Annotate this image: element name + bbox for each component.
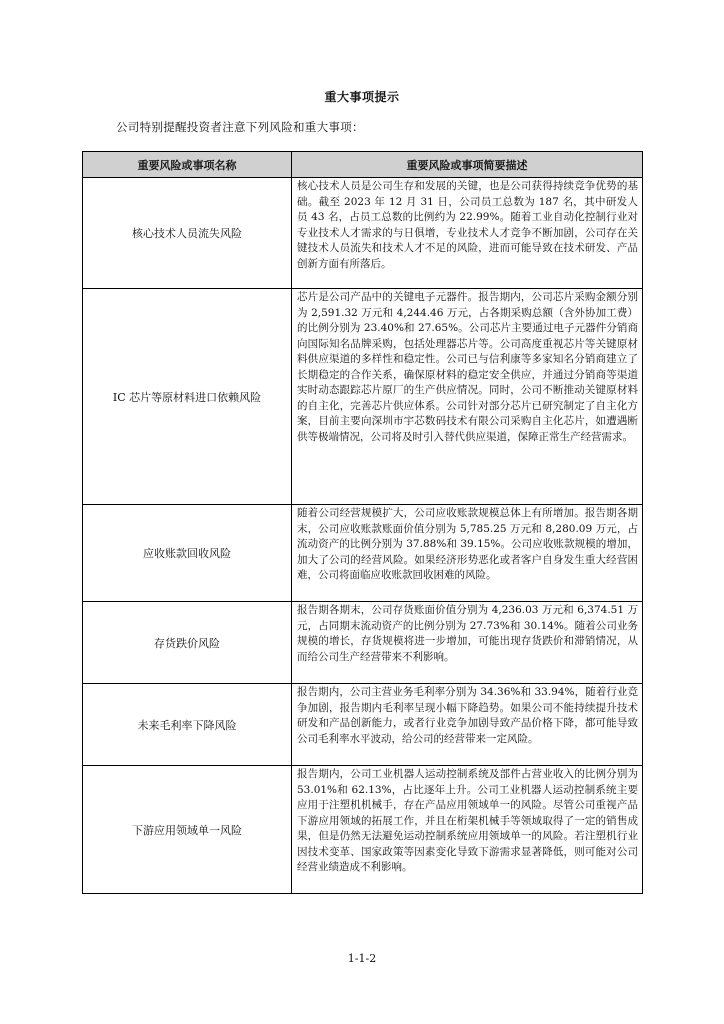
table-row [83,766,643,894]
risk-description: 报告期内，公司主营业务毛利率分别为 34.36%和 33.94%，随着行业竞争加剧，报告期内毛利率呈现小幅下降趋势。如果公司不能持续提升技术研发和产品创新能力，或者行业竞争加剧导致产品价格下降，都可能导致公司毛利率水平波动，给公司的经营带来一定风险。 [292,684,643,766]
risk-name: IC 芯片等原材料进口依赖风险 [83,289,292,505]
header-risk-name: 重要风险或事项名称 [83,152,292,178]
table-row [83,505,643,602]
table-row [83,684,643,766]
page-number: 1-1-2 [347,952,377,965]
risk-name: 未来毛利率下降风险 [83,684,292,766]
intro-text: 公司特别提醒投资者注意下列风险和重大事项： [116,120,364,134]
table-row [83,602,643,684]
risk-description: 随着公司经营规模扩大，公司应收账款规模总体上有所增加。报告期各期末，公司应收账款账面价值分别为 5,785.25 万元和 8,280.09 万元，占流动资产的比例分别为 37.88%和 39.15%。公司应收账款规模的增加，加大了公司的经营风险。如果经济形势恶化或者客户自身发生重大经营困难，公司将面临应收账款回收困难的风险。 [292,505,643,602]
table-header-row [83,152,643,178]
risk-description: 报告期各期末，公司存货账面价值分别为 4,236.03 万元和 6,374.51 万元，占同期末流动资产的比例分别为 27.73%和 30.14%。随着公司业务规模的增长，存货规模将进一步增加，可能出现存货跌价和滞销情况，从而给公司生产经营带来不利影响。 [292,602,643,684]
risk-description: 芯片是公司产品中的关键电子元器件。报告期内，公司芯片采购金额分别为 2,591.32 万元和 4,244.46 万元，占各期采购总额（含外协加工费）的比例分别为 23.40%和 27.65%。公司芯片主要通过电子元器件分销商向国际知名品牌采购，包括处理器芯片等。公司高度重视芯片等关键原材料供应渠道的多样性和稳定性。公司已与信利康等多家知名分销商建立了长期稳定的合作关系，确保原材料的稳定安全供应，并通过分销商等渠道实时动态跟踪芯片原厂的生产供应情况。同时，公司不断推动关键原材料的自主化，完善芯片供应体系。公司针对部分芯片已研究制定了自主化方案，目前主要向深圳市宇芯数码技术有限公司采购自主化芯片，如遭遇断供等极端情况，公司将及时引入替代供应渠道，保障正常生产经营需求。 [292,289,643,505]
risk-name: 存货跌价风险 [83,602,292,684]
risk-description: 报告期内，公司工业机器人运动控制系统及部件占营业收入的比例分别为 53.01%和 62.13%，占比逐年上升。公司工业机器人运动控制系统主要应用于注塑机机械手，存在产品应用领域单一的风险。尽管公司重视产品下游应用领域的拓展工作，并且在桁架机械手等领域取得了一定的销售成果，但是仍然无法避免运动控制系统应用领域单一的风险。若注塑机行业因技术变革、国家政策等因素变化导致下游需求显著降低，则可能对公司经营业绩造成不利影响。 [292,766,643,894]
risk-table [82,151,643,894]
table-row [83,289,643,505]
risk-name: 核心技术人员流失风险 [83,178,292,289]
header-risk-desc: 重要风险或事项简要描述 [292,152,643,178]
risk-name: 应收账款回收风险 [83,505,292,602]
risk-description: 核心技术人员是公司生存和发展的关键，也是公司获得持续竞争优势的基础。截至 2023 年 12 月 31 日，公司员工总数为 187 名，其中研发人员 43 名，占员工总数的比例约为 22.99%。随着工业自动化控制行业对专业技术人才需求的与日俱增，专业技术人才竞争不断加剧，公司存在关键技术人员流失和技术人才不足的风险，进而可能导致在技术研发、产品创新方面有所落后。 [292,178,643,289]
table-row [83,178,643,289]
risk-name: 下游应用领域单一风险 [83,766,292,894]
page-title: 重大事项提示 [324,90,400,104]
